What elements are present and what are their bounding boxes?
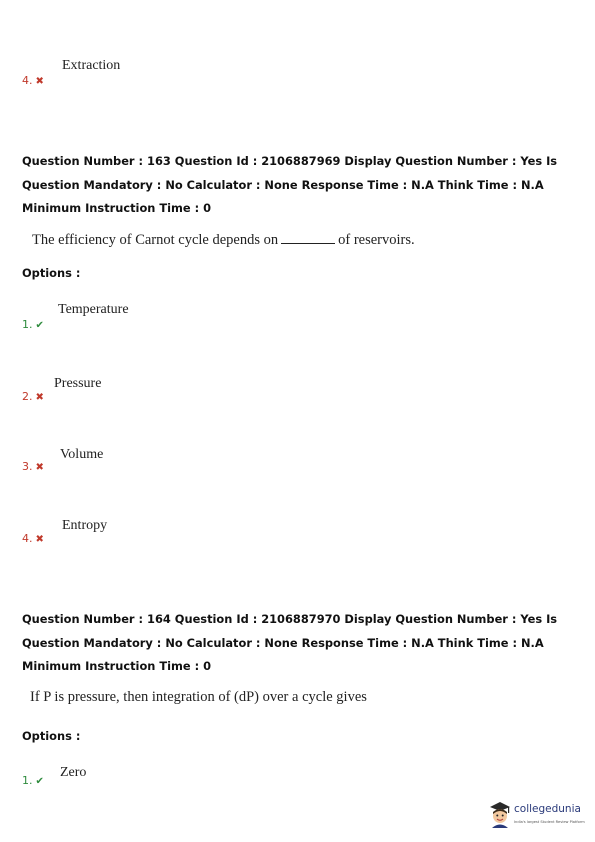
check-icon: ✔ xyxy=(35,776,44,787)
option-number: 4. ✖ xyxy=(22,532,44,545)
question-header: Question Number : 163 Question Id : 2106887969 Display Question Number : Yes Is Question Mandatory : No Calculator : None Response Time : N.A Think Time : N.A Minimum Instruction Time : 0 xyxy=(22,154,558,215)
option-text: Volume xyxy=(60,447,104,462)
collegedunia-logo xyxy=(488,800,586,834)
cross-icon: ✖ xyxy=(35,534,44,545)
option-text: Temperature xyxy=(58,302,129,317)
cross-icon: ✖ xyxy=(35,462,44,473)
question-text: If P is pressure, then integration of (dP) over a cycle gives xyxy=(30,689,367,705)
check-icon: ✔ xyxy=(35,320,44,331)
option-text: Pressure xyxy=(54,376,102,391)
answer-blank xyxy=(281,243,335,244)
cross-icon: ✖ xyxy=(35,76,44,87)
graduate-mascot-icon xyxy=(488,800,512,828)
option-number: 2. ✖ xyxy=(22,390,44,403)
options-label: Options : xyxy=(22,729,81,743)
option-text: Extraction xyxy=(62,58,121,73)
logo-tagline: India's largest Student Review Platform xyxy=(514,820,585,824)
option-number: 1. ✔ xyxy=(22,318,44,331)
logo-wordmark: collegedunia xyxy=(514,803,581,815)
option-number: 4. ✖ xyxy=(22,74,44,87)
question-text: The efficiency of Carnot cycle depends on of reservoirs. xyxy=(32,232,415,248)
question-header: Question Number : 164 Question Id : 2106887970 Display Question Number : Yes Is Question Mandatory : No Calculator : None Response Time : N.A Think Time : N.A Minimum Instruction Time : 0 xyxy=(22,612,558,673)
option-text: Entropy xyxy=(62,518,108,533)
options-label: Options : xyxy=(22,266,81,280)
option-number: 1. ✔ xyxy=(22,774,44,787)
cross-icon: ✖ xyxy=(35,392,44,403)
option-number: 3. ✖ xyxy=(22,460,44,473)
option-text: Zero xyxy=(60,765,87,780)
